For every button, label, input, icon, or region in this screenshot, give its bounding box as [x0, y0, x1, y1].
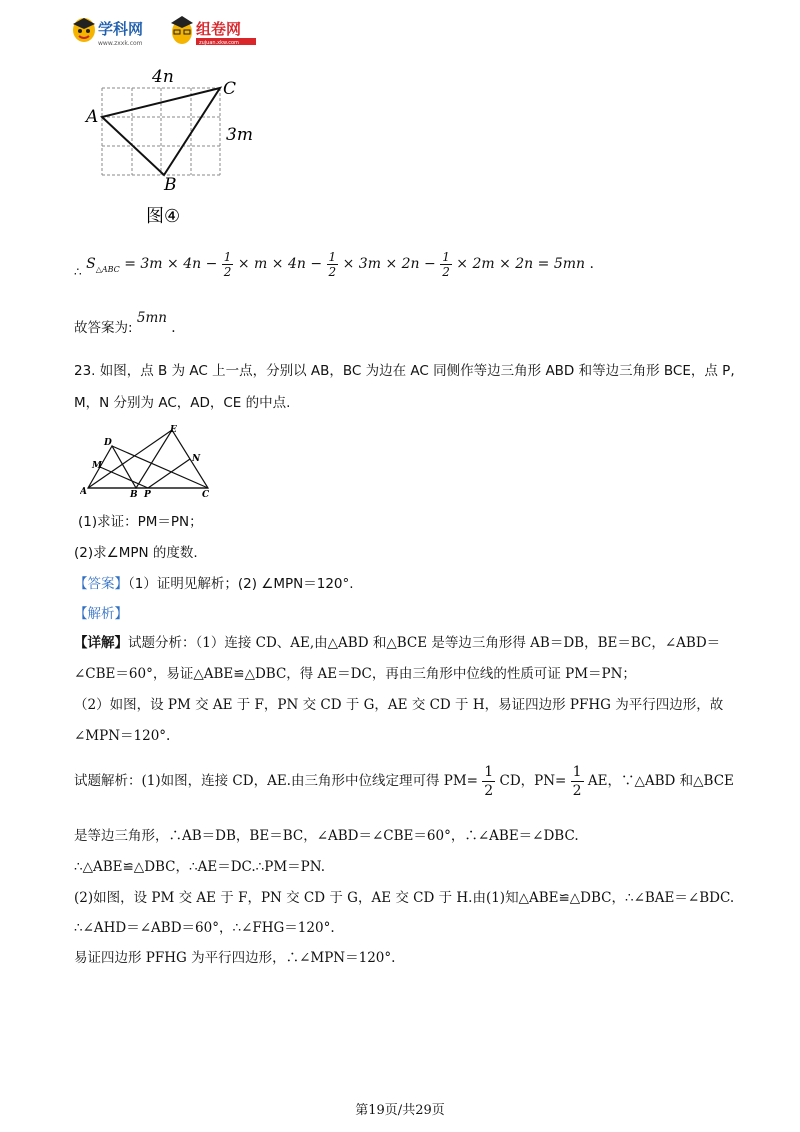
fraction-half-2: $\frac{1}{2}$ [328, 249, 337, 279]
fig23-label-b: B [130, 490, 138, 500]
solution-line5: ∴∠AHD＝∠ABD＝60°，∴∠FHG＝120°. [74, 920, 335, 936]
point-b-label: B [164, 175, 177, 195]
zujuan-logo-icon [171, 16, 193, 44]
fraction-half-1: $\frac{1}{2}$ [223, 249, 232, 279]
detail-line3: （2）如图，设 PM 交 AE 于 F，PN 交 CD 于 G，AE 交 CD 于 H，易证四边形 PFHG 为平行四边形，故 [74, 697, 724, 713]
solution-text-1c: AE，∵△ABD 和△BCE [587, 773, 734, 789]
solution-line3: ∴△ABE≌△DBC，∴AE＝DC.∴PM＝PN. [74, 859, 325, 875]
logo1-url: www.zxxk.com [98, 40, 143, 47]
problem-23-line1: 23. 如图，点 B 为 AC 上一点，分别以 AB，BC 为边在 AC 同侧作等边三角形 ABD 和等边三角形 BCE，点 P, [74, 363, 735, 379]
fig23-label-m: M [92, 461, 102, 471]
fig23-label-c: C [202, 490, 210, 500]
fig23-label-n: N [192, 454, 201, 464]
solution-line1 [74, 756, 734, 806]
logo-graphic [70, 10, 270, 50]
page-number: 第19页/共29页 [355, 1103, 445, 1118]
area-s: S [86, 256, 96, 272]
segment-ae [88, 430, 172, 488]
problem-23-figure [80, 424, 220, 504]
point-c-label: C [223, 79, 237, 99]
therefore-symbol: ∴ [74, 265, 82, 279]
detail-tag: 【详解】 [74, 635, 128, 651]
solution-fraction-2: $\frac{1}{2}$ [572, 764, 582, 799]
segment-pm [100, 467, 148, 488]
fig23-label-p: P [144, 490, 151, 500]
segment-cd [112, 446, 208, 488]
answer-tag: 【答案】 [74, 576, 128, 592]
solution-line4: (2)如图，设 PM 交 AE 于 F，PN 交 CD 于 G，AE 交 CD 于 H.由(1)知△ABE≌△DBC，∴∠BAE＝∠BDC. [74, 890, 735, 906]
solution-fraction-1: $\frac{1}{2}$ [484, 764, 494, 799]
problem-23-line2: M，N 分别为 AC，AD，CE 的中点. [74, 395, 291, 411]
fig23-label-d: D [104, 438, 112, 448]
formula-part-2: × m × 4n − [237, 256, 323, 272]
answer-block [74, 574, 354, 594]
answer-label: 故答案为: [74, 320, 133, 336]
fraction-half-3: $\frac{1}{2}$ [442, 249, 450, 279]
area-formula [74, 244, 594, 284]
formula-part-3: × 3m × 2n − [342, 256, 436, 272]
figure-4-grid [102, 88, 220, 175]
answer-period: . [171, 320, 176, 336]
label-4n: 4n [152, 67, 174, 87]
detail-line4: ∠MPN＝120°. [74, 728, 171, 744]
detail-line2: ∠CBE＝60°，易证△ABE≌△DBC，得 AE＝DC，再由三角形中位线的性质可证 PM＝PN； [74, 666, 636, 682]
solution-text-1b: CD，PN= [499, 773, 567, 789]
formula-period: . [589, 256, 594, 272]
fig23-label-a: A [80, 487, 87, 497]
logo2-url: zujuan.xkw.com [199, 40, 239, 46]
question-2: (2)求∠MPN 的度数. [74, 545, 198, 561]
logo1-text: 学科网 [98, 20, 144, 38]
area-s-sub: △ABC [95, 264, 120, 274]
figure-4 [80, 60, 280, 230]
formula-part-1: = 3m × 4n − [124, 256, 218, 272]
analysis-tag: 【解析】 [74, 606, 128, 622]
label-3m: 3m [226, 125, 253, 145]
solution-text-1a: 试题解析：(1)如图，连接 CD，AE.由三角形中位线定理可得 PM= [74, 773, 478, 789]
figure-4-caption: 图④ [146, 206, 181, 227]
answer-text: （1）证明见解析；(2) ∠MPN＝120°. [128, 576, 354, 592]
formula-part-4: × 2m × 2n = 5mn [456, 256, 586, 272]
fig23-label-e: E [170, 425, 177, 435]
logo2-text: 组卷网 [196, 20, 242, 38]
header-logos [70, 10, 270, 50]
segment-pn [148, 459, 190, 488]
solution-line2: 是等边三角形，∴AB＝DB，BE＝BC，∠ABD＝∠CBE＝60°，∴∠ABE＝∠DBC. [74, 828, 579, 844]
question-1: (1)求证：PM＝PN； [78, 514, 203, 530]
point-a-label: A [86, 107, 99, 127]
detail-line1 [74, 633, 720, 653]
answer-line [74, 310, 176, 338]
xkw-logo-icon [73, 18, 95, 42]
answer-value: 5mn [136, 310, 167, 326]
triangle-abc [102, 88, 220, 175]
detail-text-1: 试题分析：（1）连接 CD、AE,由△ABD 和△BCE 是等边三角形得 AB＝DB，BE＝BC，∠ABD＝ [128, 635, 721, 651]
solution-line6: 易证四边形 PFHG 为平行四边形，∴∠MPN＝120°. [74, 950, 396, 966]
